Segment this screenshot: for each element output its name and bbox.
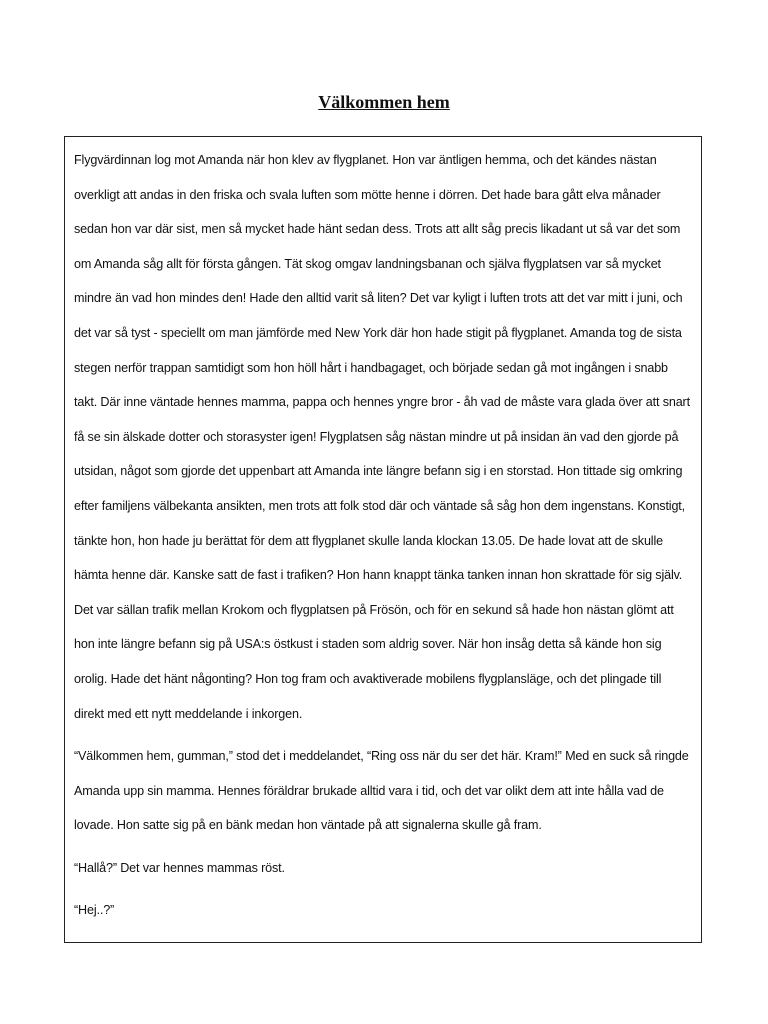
story-paragraph-2: “Välkommen hem, gumman,” stod det i meddelandet, “Ring oss när du ser det här. Kram!” Med en suck så ringde Amanda upp sin mamma. Hennes föräldrar brukade alltid vara i tid, och det var olikt dem att inte hålla vad de lovade. Hon satte sig på en bänk medan hon väntade på att signalerna skulle gå fram. <box>74 749 689 833</box>
story-text-box <box>64 136 702 943</box>
story-paragraph-4: “Hej..?” <box>74 903 115 918</box>
story-paragraph-1: Flygvärdinnan log mot Amanda när hon klev av flygplanet. Hon var äntligen hemma, och det kändes nästan overkligt att andas in den friska och svala luften som mötte henne i dörren. Det hade bara gått elva månader sedan hon var där sist, men så mycket hade hänt sedan dess. Trots att allt såg precis likadant ut så var det som om Amanda såg allt för första gången. Tät skog omgav landningsbanan och själva flygplatsen var så mycket mindre än vad hon mindes den! Hade den alltid varit så liten? Det var kyligt i luften trots att det var mitt i juni, och det var så tyst - speciellt om man jämförde med New York där hon hade stigit på flygplanet. Amanda tog de sista stegen nerför trappan samtidigt som hon höll hårt i handbagaget, och började sedan gå mot ingången i snabb takt. Där inne väntade hennes mamma, pappa och hennes yngre bror - åh vad de måste vara glada över att snart få se sin älskade dotter och storasyster igen! Flygplatsen såg nästan mindre ut på insidan än vad den gjorde på utsidan, något som gjorde det uppenbart att Amanda inte längre befann sig i en storstad. Hon tittade sig omkring efter familjens välbekanta ansikten, men trots att folk stod där och väntade så såg hon dem ingenstans. Konstigt, tänkte hon, hon hade ju berättat för dem att flygplanet skulle landa klockan 13.05. De hade lovat att de skulle hämta henne där. Kanske satt de fast i trafiken? Hon hann knappt tänka tanken innan hon skrattade för sig själv. Det var sällan trafik mellan Krokom och flygplatsen på Frösön, och för en sekund så hade hon nästan glömt att hon inte längre befann sig på USA:s östkust i staden som aldrig sover. När hon insåg detta så kände hon sig orolig. Hade det hänt någonting? Hon tog fram och avaktiverade mobilens flygplansläge, och det plingade till direkt med ett nytt meddelande i inkorgen. <box>74 153 690 721</box>
story-paragraph-3: “Hallå?” Det var hennes mammas röst. <box>74 860 285 875</box>
document-title: Välkommen hem <box>318 92 450 112</box>
